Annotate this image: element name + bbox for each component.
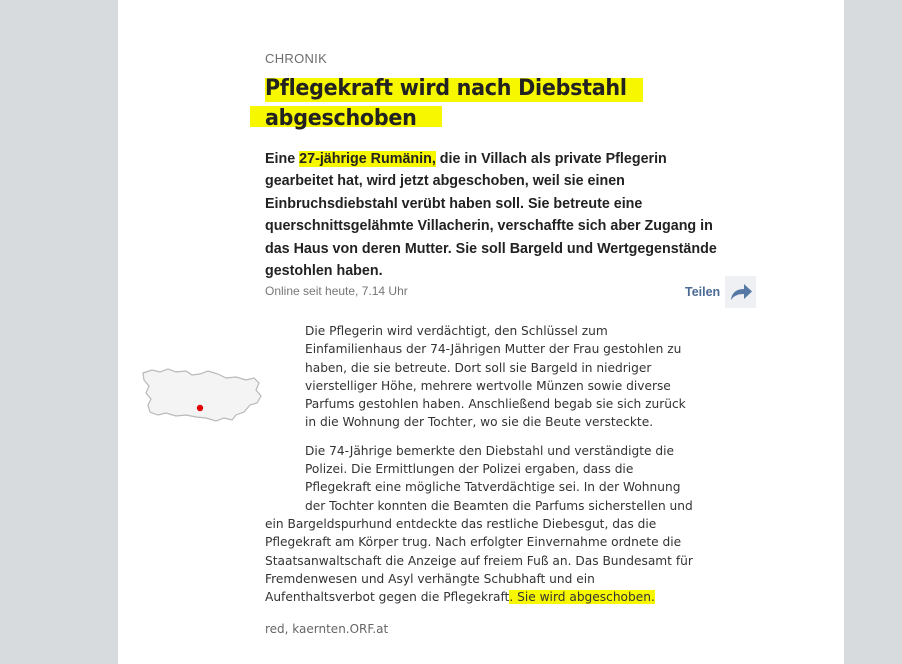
share-arrow-icon[interactable] <box>725 276 756 308</box>
article-title: Pflegekraft wird nach Diebstahl abgeschoben <box>265 76 627 131</box>
article-page <box>118 0 844 664</box>
share-label[interactable]: Teilen <box>685 285 721 299</box>
body-paragraph-2-text: Die 74-Jährige bemerkte den Diebstahl und verständigte die Polizei. Die Ermittlungen der Polizei ergaben, dass die Pflegekraft eine mögliche Tatverdächtige sei. In der Wohnung der Tochter konnten die Beamten die Parfums sicherstellen und ein Bargeldspurhund entdeckte das restliche Diebesgut, das die Pflegekraft am Körper trug. Nach erfolgter Einvernahme ordnete die Staatsanwaltschaft die Anzeige auf freiem Fuß an. Das Bundesamt für Fremdenwesen und Asyl verhängte Schubhaft und ein Aufenthaltsverbot gegen die Pflegekraft <box>265 443 693 605</box>
article-body <box>265 322 697 616</box>
lead-highlight: 27-jährige Rumänin, <box>299 151 436 167</box>
body-paragraph-2 <box>265 442 697 607</box>
publish-timestamp: Online seit heute, 7.14 Uhr <box>265 284 408 298</box>
location-dot <box>197 405 203 411</box>
article-lead <box>265 148 725 282</box>
body-highlight: . Sie wird abgeschoben. <box>509 590 655 605</box>
carinthia-map-icon <box>140 366 264 432</box>
lead-text-start: Eine <box>265 151 300 167</box>
category-label: CHRONIK <box>265 51 328 66</box>
lead-text-rest: die in Villach als private Pflegerin gearbeitet hat, wird jetzt abgeschoben, weil sie einen Einbruchsdiebstahl verübt haben soll. Sie betreute eine querschnittsgelähmte Villacherin, verschaffte sich aber Zugang in das Haus von deren Mutter. Sie soll Bargeld und Wertgegenstände gestohlen haben. <box>265 151 717 280</box>
share-button[interactable] <box>685 276 756 308</box>
body-paragraph-1: Die Pflegerin wird verdächtigt, den Schlüssel zum Einfamilienhaus der 74-Jährigen Mutter der Frau gestohlen zu haben, die sie betreute. Dort soll sie Bargeld in niedriger vierstelliger Höhe, mehrere wertvolle Münzen sowie diverse Parfums gestohlen haben. Anschließend begab sie sich zurück in die Wohnung der Tochter, wo sie die Beute versteckte. <box>305 324 686 430</box>
article-credit: red, kaernten.ORF.at <box>265 622 389 636</box>
